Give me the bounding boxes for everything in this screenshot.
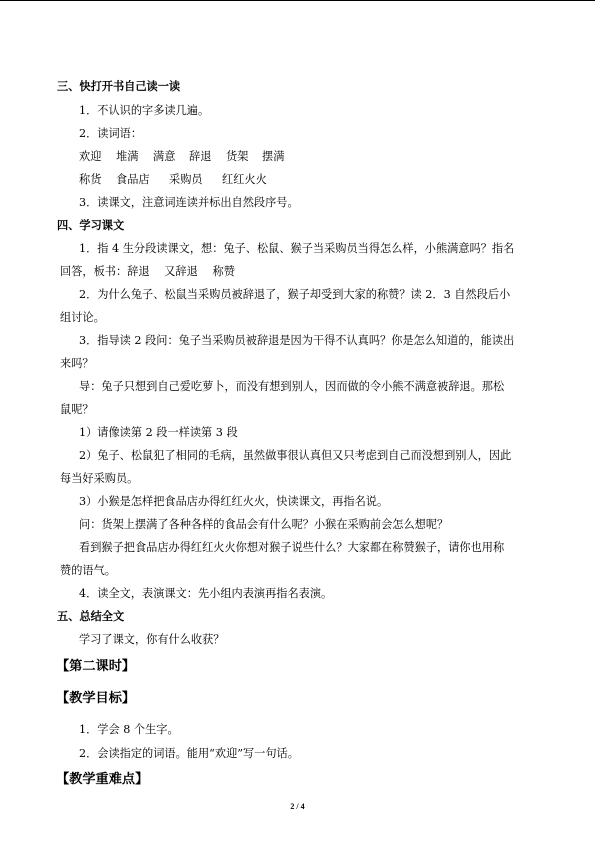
paragraph: 每当好采购员。 xyxy=(60,472,139,485)
paragraph: 鼠呢？ xyxy=(60,403,94,416)
paragraph: 1）请像读第 2 段一样读第 3 段 xyxy=(79,426,238,439)
word: 称货 xyxy=(79,173,102,186)
paragraph: 3）小猴是怎样把食品店办得红红火火，快读课文，再指名说。 xyxy=(79,495,389,508)
paragraph: 2）兔子、松鼠犯了相同的毛病，虽然做事很认真但又只考虑到自己而没想到别人，因此 xyxy=(79,449,512,462)
paragraph: 2．会读指定的词语。能用“欢迎”写一句话。 xyxy=(79,747,299,760)
word: 堆满 xyxy=(116,150,139,163)
paragraph: 4．读全文，表演课文：先小组内表演再指名表演。 xyxy=(79,587,333,600)
word-list-row-2 xyxy=(79,173,267,187)
paragraph: 1．学会 8 个生字。 xyxy=(79,723,179,736)
word: 辞退 xyxy=(189,150,212,163)
section-heading: 五、总结全文 xyxy=(57,610,125,623)
paragraph: 2．读词语： xyxy=(79,127,143,140)
paragraph: 赞的语气。 xyxy=(60,564,116,577)
paragraph: 3．读课文，注意词连读并标出自然段序号。 xyxy=(79,196,299,209)
word: 欢迎 xyxy=(79,150,102,163)
lesson-heading: 【第二课时】 xyxy=(56,659,136,674)
word: 满意 xyxy=(153,150,176,163)
paragraph: 1．不认识的字多读几遍。 xyxy=(79,104,210,117)
paragraph: 问：货架上摆满了各种各样的食品会有什么呢？小猴在采购前会怎么想呢？ xyxy=(79,518,449,531)
paragraph: 看到猴子把食品店办得红红火火你想对猴子说些什么？大家都在称赞猴子，请你也用称 xyxy=(79,541,505,554)
word: 货架 xyxy=(226,150,249,163)
section-heading: 四、学习课文 xyxy=(57,219,125,232)
goals-heading: 【教学目标】 xyxy=(56,691,136,706)
paragraph: 3．指导读 2 段问：兔子当采购员被辞退是因为干得不认真吗？你是怎么知道的，能读出 xyxy=(79,334,515,347)
word-list-row-1 xyxy=(79,150,284,164)
key-points-heading: 【教学重难点】 xyxy=(56,772,149,787)
paragraph: 来吗？ xyxy=(60,357,94,370)
page-number: 2 / 4 xyxy=(290,802,305,811)
paragraph: 学习了课文，你有什么收获？ xyxy=(79,633,225,646)
word: 采购员 xyxy=(169,173,203,186)
paragraph: 回答，板书：辞退 又辞退 称赞 xyxy=(60,265,235,278)
paragraph: 导：兔子只想到自己爱吃萝卜，而没有想到别人，因而做的令小熊不满意被辞退。那松 xyxy=(79,380,505,393)
paragraph: 组讨论。 xyxy=(60,311,105,324)
paragraph: 2．为什么兔子、松鼠当采购员被辞退了，猴子却受到大家的称赞？读 2．3 自然段后小 xyxy=(79,288,511,301)
section-heading: 三、快打开书自己读一读 xyxy=(57,80,181,93)
word: 摆满 xyxy=(262,150,285,163)
word: 红红火火 xyxy=(222,173,267,186)
paragraph: 1．指 4 生分段读课文，想：兔子、松鼠、猴子当采购员当得怎么样，小熊满意吗？指名 xyxy=(79,242,515,255)
word: 食品店 xyxy=(116,173,150,186)
